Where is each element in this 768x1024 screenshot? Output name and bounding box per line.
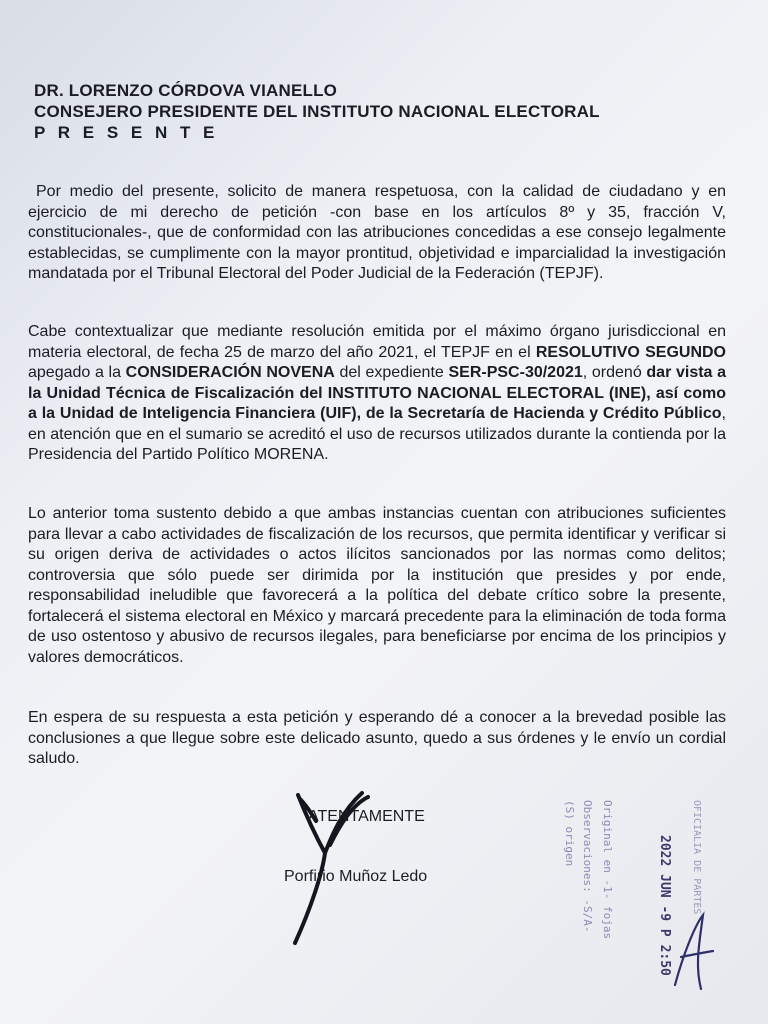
addressee-block <box>34 80 734 143</box>
handwritten-signature <box>270 775 380 950</box>
stamp-observations: Observaciones: -S/A- <box>581 800 594 933</box>
paragraph-request: Por medio del presente, solicito de manera respetuosa, con la calidad de ciudadano y en ejercicio de mi derecho de petición -con base en los artículos 8º y 35, fracción V, constitucionales-, que de conformidad con las atribuciones concedidas a ese consejo legalmente establecidas, se cumplimente con la mayor prontitud, objetividad e imparcialidad la investigación mandatada por el Tribunal Electoral del Poder Judicial de la Federación (TEPJF). <box>28 183 726 282</box>
p2-bold-consideracion: CONSIDERACIÓN NOVENA <box>125 364 335 381</box>
p2-bold-vista: dar vista a la Unidad Técnica de Fiscalización del INSTITUTO NACIONAL ELECTORAL (INE), así como a la Unidad de Inteligencia Financiera (UIF), de la Secretaría de Hacienda y Crédito Público <box>28 364 727 422</box>
presente-line: P R E S E N T E <box>34 123 219 142</box>
p2-text-2: apegado a la <box>28 364 126 381</box>
paragraph-justification: Lo anterior toma sustento debido a que ambas instancias cuentan con atribuciones suficientes para llevar a cabo actividades de fiscalización de los recursos, que permita identificar y verificar si su origen deriva de actividades o actos ilícitos sancionados por las normas como delitos; controversia que sólo puede ser dirimida por la institución que presides y por ende, responsabilidad ineludible que favorecerá a la política del debate crítico sobre la presente, fortalecerá el sistema electoral en México y marcará precedente para la eliminación de toda forma de uso ostentoso y abusivo de recursos ilegales, para beneficiarse por encima de los principios y valores democráticos. <box>28 505 726 666</box>
stamp-original: Original en -1- fojas <box>601 800 614 940</box>
stamp-initials-mark <box>655 905 725 995</box>
stamp-date: 2022 JUN -9 P 2:50 <box>657 835 672 976</box>
addressee-title: CONSEJERO PRESIDENTE DEL INSTITUTO NACIONAL ELECTORAL <box>34 102 600 121</box>
paragraph-context <box>28 322 726 466</box>
p2-text-4: , ordenó <box>582 364 647 381</box>
stamp-origin: (S) origen <box>563 800 576 867</box>
p2-text-1: Cabe contextualizar que mediante resolución emitida por el máximo órgano jurisdiccional en materia electoral, de fecha 25 de marzo del año 2021, el TEPJF en el <box>28 323 726 361</box>
stamp-oficialia: OFICIALIA DE PARTES <box>691 800 702 915</box>
addressee-name: DR. LORENZO CÓRDOVA VIANELLO <box>34 81 338 100</box>
p2-bold-resolutivo: RESOLUTIVO SEGUNDO <box>535 343 726 361</box>
p2-text-3: del expediente <box>334 364 449 381</box>
paragraph-farewell: En espera de su respuesta a esta petición y esperando dé a conocer a la brevedad posible las conclusiones a que llegue sobre este delicado asunto, quedo a sus órdenes y le envío un cordial saludo. <box>28 709 726 767</box>
signer-name: Porfirio Muñoz Ledo <box>284 868 428 885</box>
p2-text-5: , en atención que en el sumario se acreditó el uso de recursos utilizados durante la contienda por la Presidencia del Partido Político MORENA. <box>28 405 726 463</box>
p2-bold-expediente: SER-PSC-30/2021 <box>448 364 583 381</box>
closing-text: ATENTAMENTE <box>308 808 425 825</box>
